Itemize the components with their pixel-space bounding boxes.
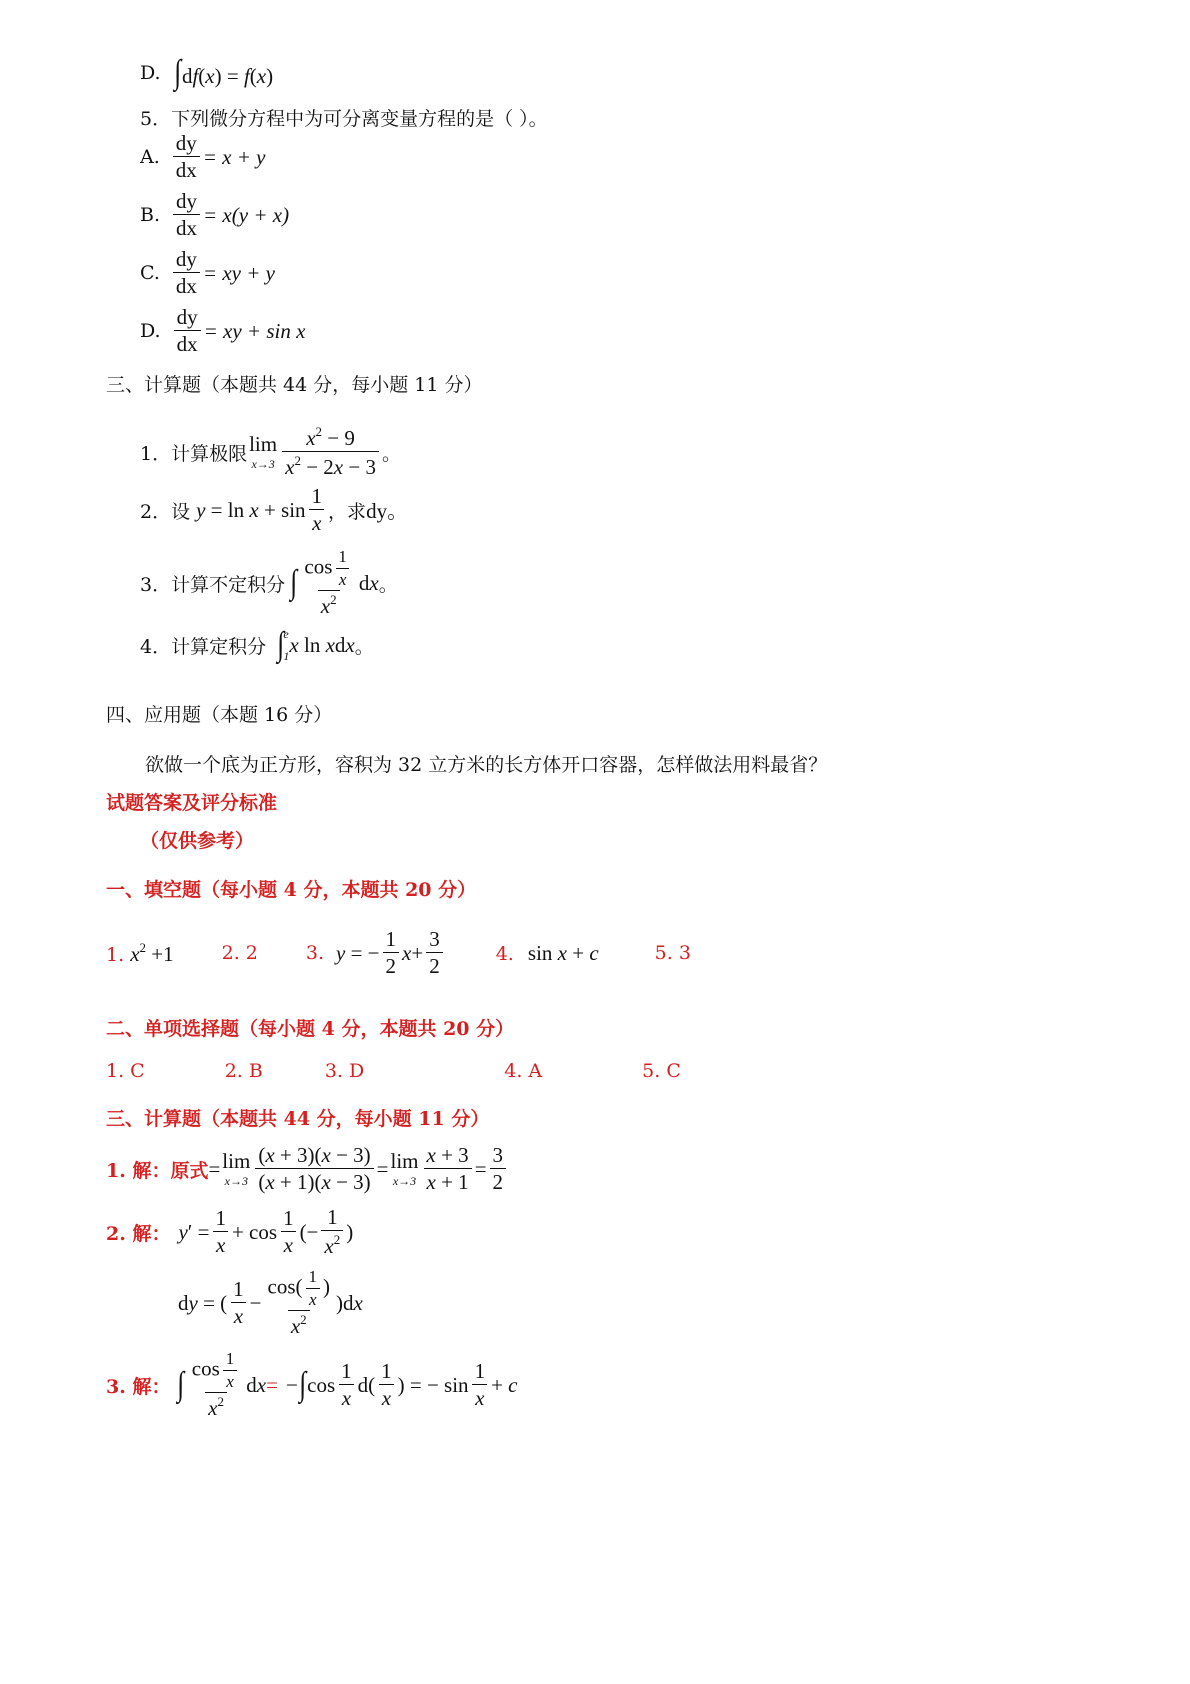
q5-stem: 5．下列微分方程中为可分离变量方程的是（ ）。 (140, 108, 548, 130)
calc-answer-3: 3. 解： ∫ cos $\frac{1}{x}$ $x^2$ dx = − ∫ cos $\frac{1}{x}$ d( $\frac{1}{x}$ ) = − sin $\frac{1}{x}$ + c (106, 1349, 518, 1421)
choice-heading: 二、单项选择题（每小题 4 分，本题共 20 分） (106, 1018, 515, 1040)
q5-option-c: C. $\frac{dy}{dx}$ = xy + y (140, 247, 275, 299)
q5-option-a: A. $\frac{dy}{dx}$ = x + y (140, 131, 266, 183)
fill-answers (106, 928, 806, 978)
fill-answer-4: 4. sin x + c (495, 940, 599, 965)
choice-answer-1: 1. C (106, 1060, 145, 1082)
choice-answers (106, 1060, 681, 1082)
calc-q2: 2．设 y = ln x + sin $\frac{1}{x}$ ，求 dy。 (140, 484, 409, 536)
calc-answer-2: 2. 解： y′ = $\frac{1}{x}$ + cos $\frac{1}{x}$ (− $\frac{1}{x^2}$ ) (106, 1205, 354, 1259)
q5-option-d: D. $\frac{dy}{dx}$ = xy + sin x (140, 305, 306, 357)
choice-answer-2: 2. B (224, 1060, 263, 1082)
fill-answer-3: 3. y = − $\frac{1}{2}$ x + $\frac{3}{2}$ (306, 928, 446, 978)
formula-int-df: ∫df(x) = f(x) (173, 54, 274, 91)
fill-heading: 一、填空题（每小题 4 分，本题共 20 分） (106, 879, 477, 901)
calc-answer-1: 1. 解：原式 = lim x→3 $\frac{(x + 3)(x - 3)}{(x + 1)(x - 3)}$ = lim x→3 $\frac{x + 3}{x + 1}$ = $\frac{3}{2}$ (106, 1144, 509, 1194)
choice-answer-5: 5. C (642, 1060, 681, 1082)
calc-answers-heading: 三、计算题（本题共 44 分，每小题 11 分） (106, 1108, 490, 1130)
q5-option-b: B. $\frac{dy}{dx}$ = x(y + x) (140, 189, 290, 241)
q4-option-d (140, 56, 273, 90)
answers-title: 试题答案及评分标准 (106, 792, 278, 814)
option-label: D. (140, 62, 161, 84)
calc-q3: 3．计算不定积分 ∫ cos $\frac{1}{x}$ $x^2$ dx 。 (140, 547, 398, 619)
choice-answer-4: 4. A (504, 1060, 543, 1082)
fill-answer-1: 1. $x^2 +1$ (106, 939, 174, 966)
choice-answer-3: 3. D (324, 1060, 365, 1082)
fill-answer-2: 2. 2 (221, 942, 258, 965)
calc-q1: 1．计算极限 lim x→3 $\frac{x^2 - 9}{x^2 - 2x - 3}$ 。 (140, 424, 401, 480)
calc-answer-2-dy: dy = ( $\frac{1}{x}$ − cos( $\frac{1}{x}$ ) $x^2$ )dx (178, 1267, 363, 1339)
section3-heading: 三、计算题（本题共 44 分，每小题 11 分） (106, 374, 483, 396)
answers-note: （仅供参考） (140, 830, 255, 852)
section4-heading: 四、应用题（本题 16 分） (106, 704, 333, 726)
calc-q4: 4．计算定积分 ∫ e 1 x ln xdx 。 (140, 626, 374, 663)
fill-answer-5: 5. 3 (654, 942, 691, 965)
section4-problem: 欲做一个底为正方形，容积为 32 立方米的长方体开口容器，怎样做法用料最省？ (145, 754, 828, 776)
